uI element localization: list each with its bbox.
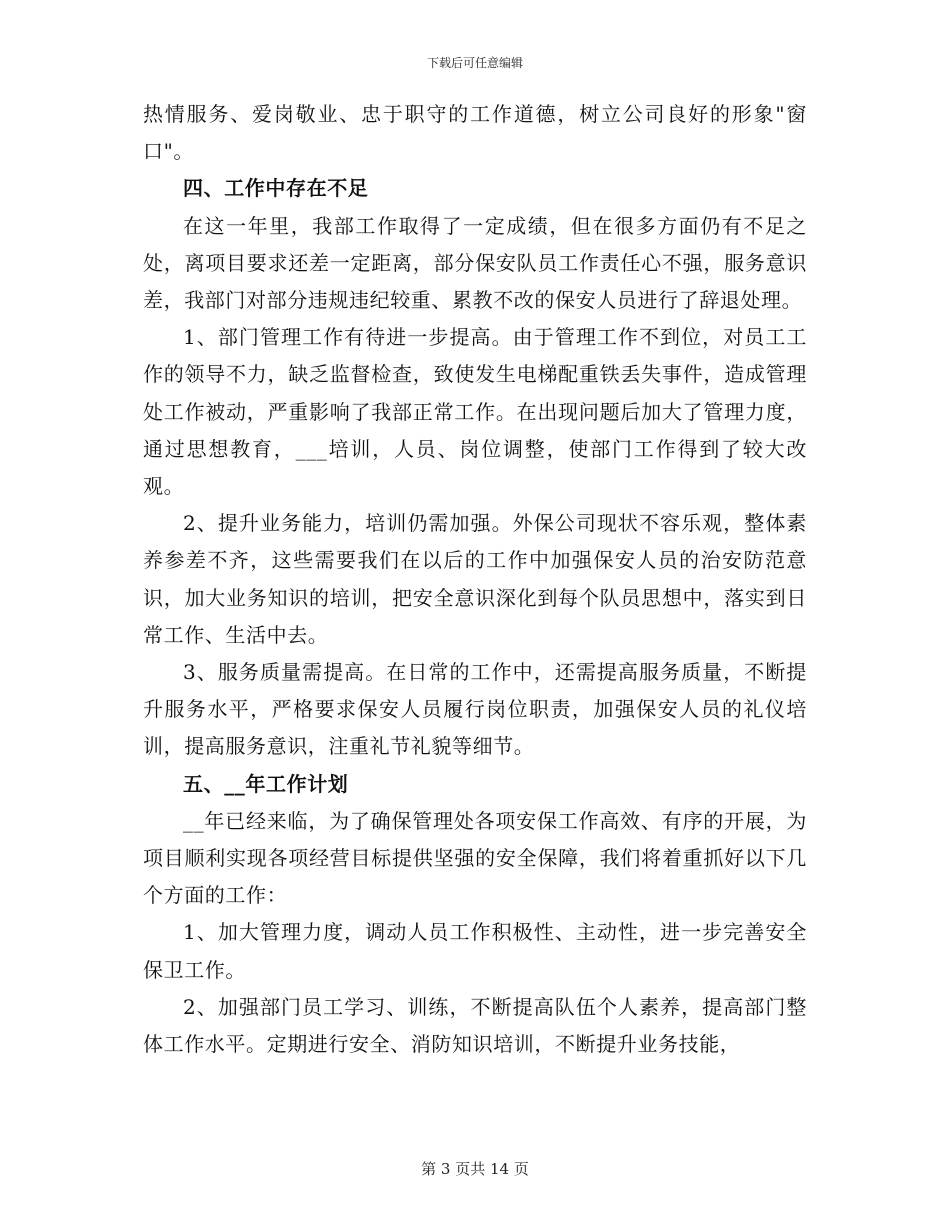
paragraph-plan-1: 1、加大管理力度，调动人员工作积极性、主动性，进一步完善安全保卫工作。 [143, 920, 807, 982]
paragraph-shortcomings: 在这一年里，我部工作取得了一定成绩，但在很多方面仍有不足之处，离项目要求还差一定距离，部分保安队员工作责任心不强，服务意识差，我部门对部分违规违纪较重、累教不改的保安人员进行了辞退处理。 [143, 213, 807, 313]
paragraph-item-2: 2、提升业务能力，培训仍需加强。外保公司现状不容乐观，整体素养参差不齐，这些需要我们在以后的工作中加强保安人员的治安防范意识，加大业务知识的培训，把安全意识深化到每个队员思想中，落实到日常工作、生活中去。 [143, 511, 807, 647]
paragraph-item-1: 1、部门管理工作有待进一步提高。由于管理工作不到位，对员工工作的领导不力，缺乏监督检查，致使发生电梯配重铁丢失事件，造成管理处工作被动，严重影响了我部正常工作。在出现问题后加大了管理力度，通过思想教育，___培训，人员、岗位调整，使部门工作得到了较大改观。 [143, 325, 807, 499]
section-heading-4: 四、工作中存在不足 [183, 176, 369, 201]
page-footer: 第 3 页共 14 页 [421, 1160, 529, 1178]
section-heading-5: 五、__年工作计划 [183, 771, 349, 796]
document-body [143, 96, 807, 1063]
paragraph-continuation: 热情服务、爱岗敬业、忠于职守的工作道德，树立公司良好的形象"窗口"。 [143, 102, 807, 164]
page-header: 下载后可任意编辑 [426, 56, 523, 70]
paragraph-item-3: 3、服务质量需提高。在日常的工作中，还需提高服务质量，不断提升服务水平，严格要求保安人员履行岗位职责，加强保安人员的礼仪培训，提高服务意识，注重礼节礼貌等细节。 [143, 660, 807, 759]
paragraph-plan-intro: __年已经来临，为了确保管理处各项安保工作高效、有序的开展，为项目顺利实现各项经营目标提供坚强的安全保障，我们将着重抓好以下几个方面的工作： [143, 808, 807, 908]
paragraph-plan-2: 2、加强部门员工学习、训练，不断提高队伍个人素养，提高部门整体工作水平。定期进行安全、消防知识培训，不断提升业务技能， [143, 994, 807, 1057]
